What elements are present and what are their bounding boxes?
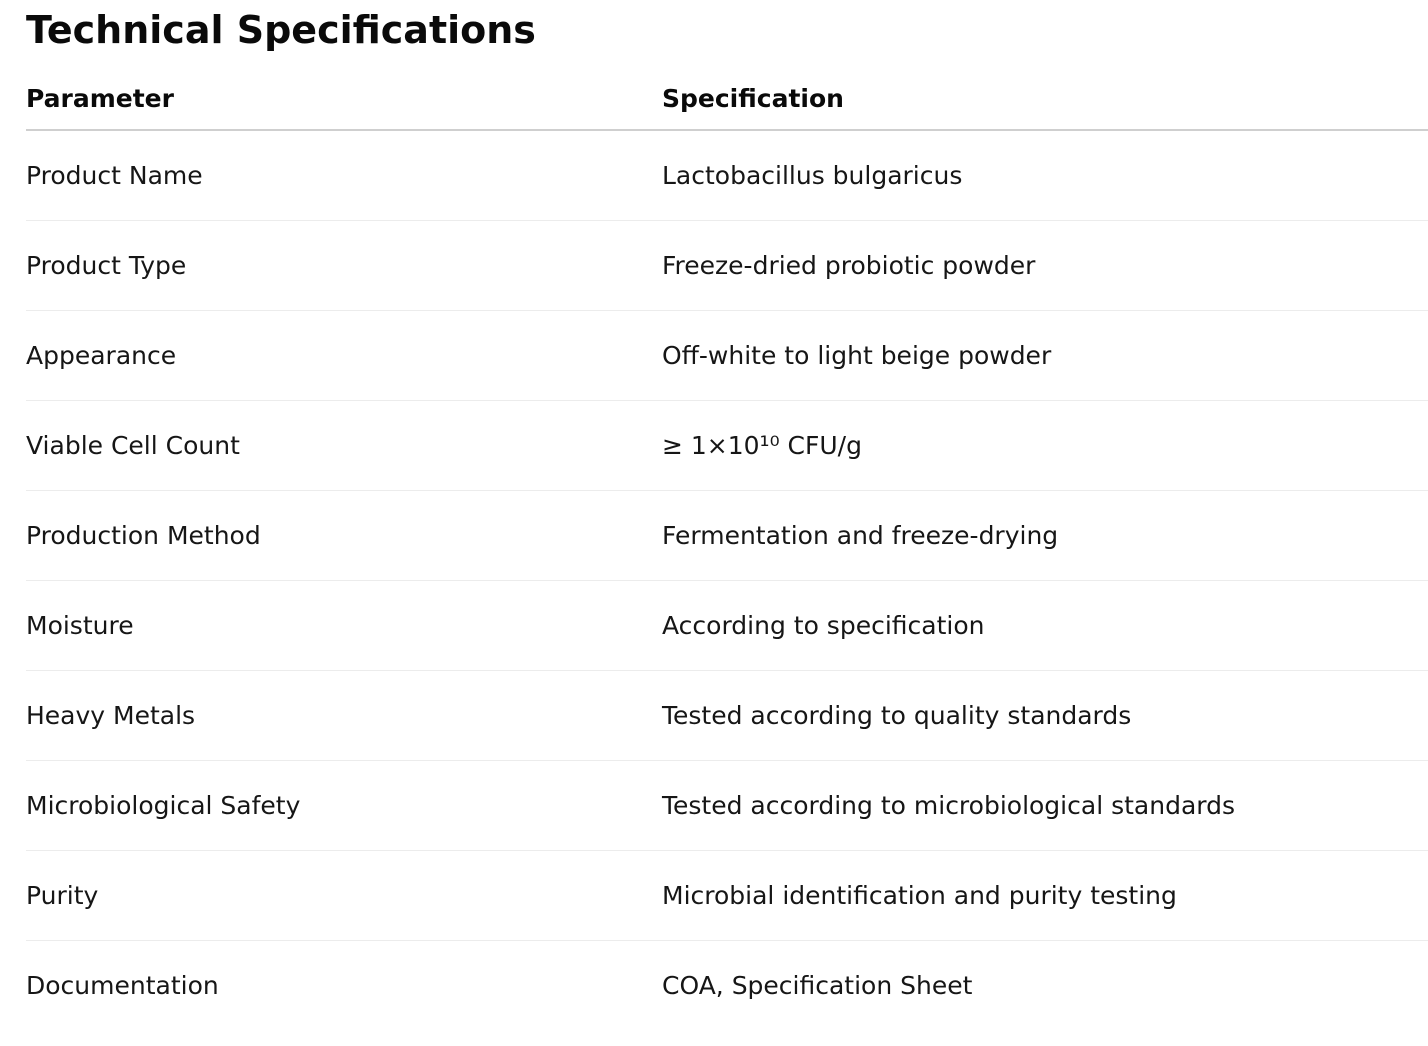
specification-cell: Lactobacillus bulgaricus — [662, 130, 1428, 221]
specification-cell: Microbial identification and purity testing — [662, 851, 1428, 941]
specification-cell: Tested according to microbiological standards — [662, 761, 1428, 851]
table-row — [26, 671, 1428, 761]
parameter-cell: Microbiological Safety — [26, 761, 662, 851]
table-header-row — [26, 68, 1428, 130]
table-row — [26, 491, 1428, 581]
table-row — [26, 851, 1428, 941]
specification-cell: Tested according to quality standards — [662, 671, 1428, 761]
parameter-cell: Appearance — [26, 311, 662, 401]
table-row — [26, 130, 1428, 221]
parameter-cell: Moisture — [26, 581, 662, 671]
table-row — [26, 311, 1428, 401]
specifications-table — [26, 68, 1428, 1030]
page-content — [26, 0, 1428, 1000]
parameter-cell: Documentation — [26, 971, 219, 1000]
table-row — [26, 941, 1428, 1031]
table-row — [26, 761, 1428, 851]
column-header-parameter: Parameter — [26, 68, 662, 130]
parameter-cell: Product Type — [26, 221, 662, 311]
specification-cell: Freeze-dried probiotic powder — [662, 221, 1428, 311]
specification-cell: Off-white to light beige powder — [662, 311, 1428, 401]
parameter-cell: Heavy Metals — [26, 671, 662, 761]
specification-cell: COA, Specification Sheet — [662, 971, 973, 1000]
parameter-cell: Viable Cell Count — [26, 401, 662, 491]
page-title: Technical Specifications — [26, 8, 536, 52]
table-row — [26, 581, 1428, 671]
specification-cell: ≥ 1×10¹⁰ CFU/g — [662, 401, 1428, 491]
specification-cell: Fermentation and freeze-drying — [662, 491, 1428, 581]
parameter-cell: Product Name — [26, 130, 662, 221]
parameter-cell: Production Method — [26, 491, 662, 581]
column-header-specification: Specification — [662, 68, 1428, 130]
parameter-cell: Purity — [26, 851, 662, 941]
table-row — [26, 401, 1428, 491]
table-row — [26, 221, 1428, 311]
specification-cell: According to specification — [662, 581, 1428, 671]
